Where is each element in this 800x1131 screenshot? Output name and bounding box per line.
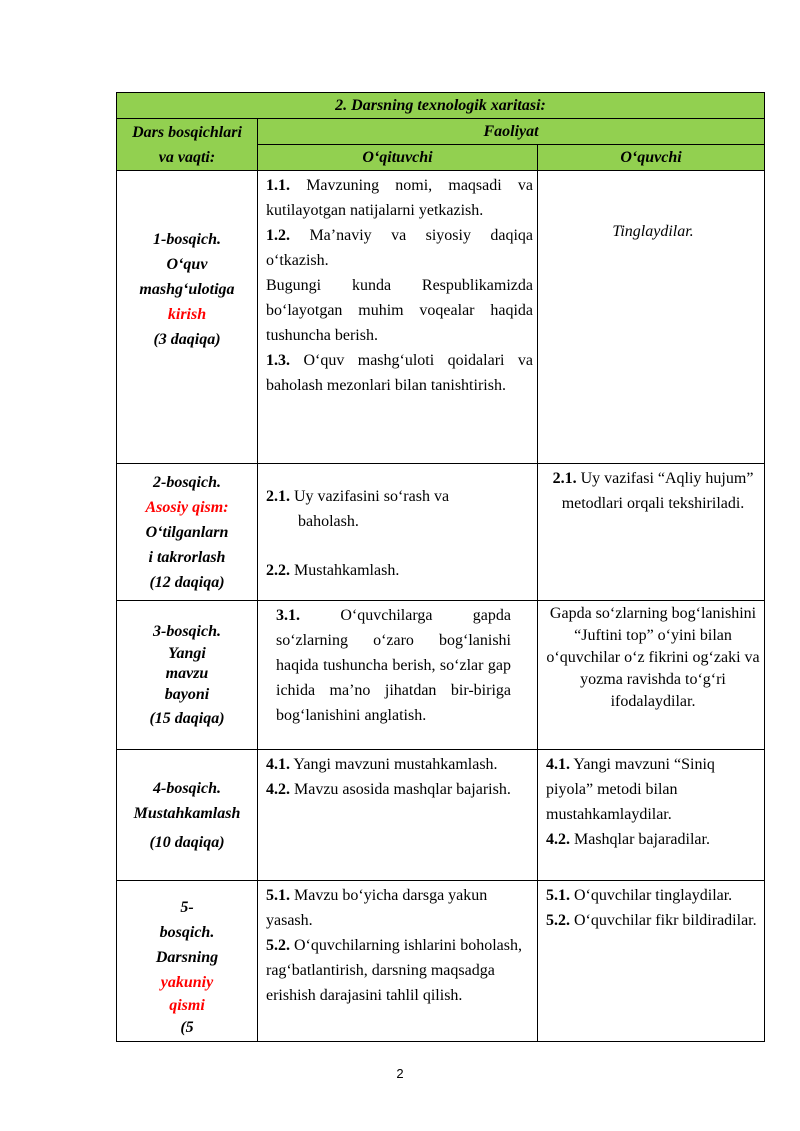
stage-cell-4 [117, 750, 258, 881]
student-item-5-2: 5.2. O‘quvchilar fikr bildiradilar. [546, 912, 757, 929]
stage-3-line: bayoni [164, 686, 210, 703]
stage-3-line: Yangi [168, 645, 206, 662]
teacher-cell-5 [258, 881, 538, 1042]
header-stage-column [117, 119, 258, 171]
student-cell-4 [538, 750, 765, 881]
student-cell-3 [538, 601, 765, 750]
student-item-4-1: 4.1. Yangi mavzuni “Siniq piyola” metodi bilan mustahkamlaydilar. [546, 756, 715, 823]
lesson-technology-map-table [116, 92, 765, 1042]
stage-4-line: Mustahkamlash [133, 804, 241, 822]
stage-cell-5 [117, 881, 258, 1042]
header-teacher: O‘qituvchi [258, 145, 538, 171]
teacher-cell-1 [258, 171, 538, 464]
student-item-2-1: 2.1. Uy vazifasi “Aqliy hujum” metodlari orqali tekshiriladi. [552, 470, 754, 512]
teacher-item-2-1: 2.1. Uy vazifasini so‘rash va [266, 488, 450, 505]
teacher-item-1-1: 1.1. Mavzuning nomi, maqsadi va kutilayotgan natijalarni yetkazish. [266, 177, 533, 219]
stage-3-line: mavzu [165, 665, 209, 682]
student-item-4-2: 4.2. Mashqlar bajaradilar. [546, 831, 710, 848]
stage-1-highlight: kirish [167, 305, 207, 323]
stage-2-title: 2-bosqich. [153, 473, 221, 491]
student-cell-5 [538, 881, 765, 1042]
student-item-3: Gapda so‘zlarning bog‘lanishini “Juftini top” o‘yini bilan o‘quvchilar o‘z fikrini og‘zaki va yozma ravishda to‘g‘ri ifodalaydilar. [546, 605, 760, 710]
stage-2-line: i takrorlash [148, 548, 226, 566]
header-activity: Faoliyat [258, 119, 765, 145]
teacher-cell-3 [258, 601, 538, 750]
teacher-item-3-1: 3.1. O‘quvchilarga gapda so‘zlarning o‘zaro bog‘lanishi haqida tushuncha berish, so‘zlar gap ichida ma’no jihatdan bir-biriga bog‘lanishini anglatish. [276, 607, 511, 724]
stage-5-line: bosqich. [159, 924, 215, 941]
stage-2-line: O‘tilganlarn [145, 523, 229, 541]
stage-5-line: Darsning [155, 949, 219, 966]
stage-1-line: O‘quv [166, 255, 208, 273]
student-cell-2 [538, 464, 765, 601]
teacher-item-4-1: 4.1. Yangi mavzuni mustahkamlash. [266, 756, 498, 773]
header-stage-line1: Dars bosqichlari [132, 123, 242, 141]
stage-5-duration: (5 [180, 1019, 194, 1036]
header-student: O‘quvchi [538, 145, 765, 171]
stage-5-title: 5- [180, 899, 194, 916]
stage-cell-2 [117, 464, 258, 601]
page-number: 2 [396, 1066, 404, 1081]
header-stage-line2: va vaqti: [158, 148, 216, 166]
teacher-item-2-2: 2.2. Mustahkamlash. [266, 562, 400, 579]
stage-1-line: mashg‘ulotiga [139, 280, 235, 298]
teacher-item-1-3: 1.3. O‘quv mashg‘uloti qoidalari va baholash mezonlari bilan tanishtirish. [266, 352, 534, 394]
stage-4-title: 4-bosqich. [153, 779, 221, 797]
stage-cell-3 [117, 601, 258, 750]
table-row [117, 750, 765, 881]
stage-1-duration: (3 daqiqa) [153, 330, 221, 348]
teacher-item-4-2: 4.2. Mavzu asosida mashqlar bajarish. [266, 781, 511, 798]
stage-2-highlight: Asosiy qism: [145, 498, 229, 516]
stage-5-highlight: qismi [169, 997, 205, 1014]
stage-3-duration: (15 daqiqa) [149, 710, 225, 727]
teacher-cell-4 [258, 750, 538, 881]
teacher-item-5-1: 5.1. Mavzu bo‘yicha darsga yakun yasash. [266, 887, 488, 929]
stage-2-duration: (12 daqiqa) [149, 573, 225, 591]
stage-1-title: 1-bosqich. [153, 230, 221, 248]
student-cell-1 [538, 171, 765, 464]
table-row [117, 601, 765, 750]
teacher-cell-2 [258, 464, 538, 601]
teacher-item-2-1-cont: baholash. [298, 513, 359, 530]
teacher-item-1-2: 1.2. Ma’naviy va siyosiy daqiqa o‘tkazish. [266, 227, 534, 269]
student-item-5-1: 5.1. O‘quvchilar tinglaydilar. [546, 887, 733, 904]
stage-3-title: 3-bosqich. [153, 623, 221, 640]
student-item-1: Tinglaydilar. [612, 223, 694, 240]
table-row [117, 464, 765, 601]
table-row [117, 171, 765, 464]
teacher-item-5-2: 5.2. O‘quvchilarning ishlarini boholash, rag‘batlantirish, darsning maqsadga erishish darajasini tahlil qilish. [266, 937, 522, 1004]
stage-cell-1 [117, 171, 258, 464]
stage-5-highlight: yakuniy [160, 974, 214, 991]
stage-4-duration: (10 daqiqa) [149, 833, 225, 851]
table-row [117, 881, 765, 1042]
teacher-item-1-2-detail: Bugungi kunda Respublikamizda bo‘layotgan muhim voqealar haqida tushuncha berish. [266, 277, 533, 344]
table-title: 2. Darsning texnologik xaritasi: [117, 93, 765, 119]
